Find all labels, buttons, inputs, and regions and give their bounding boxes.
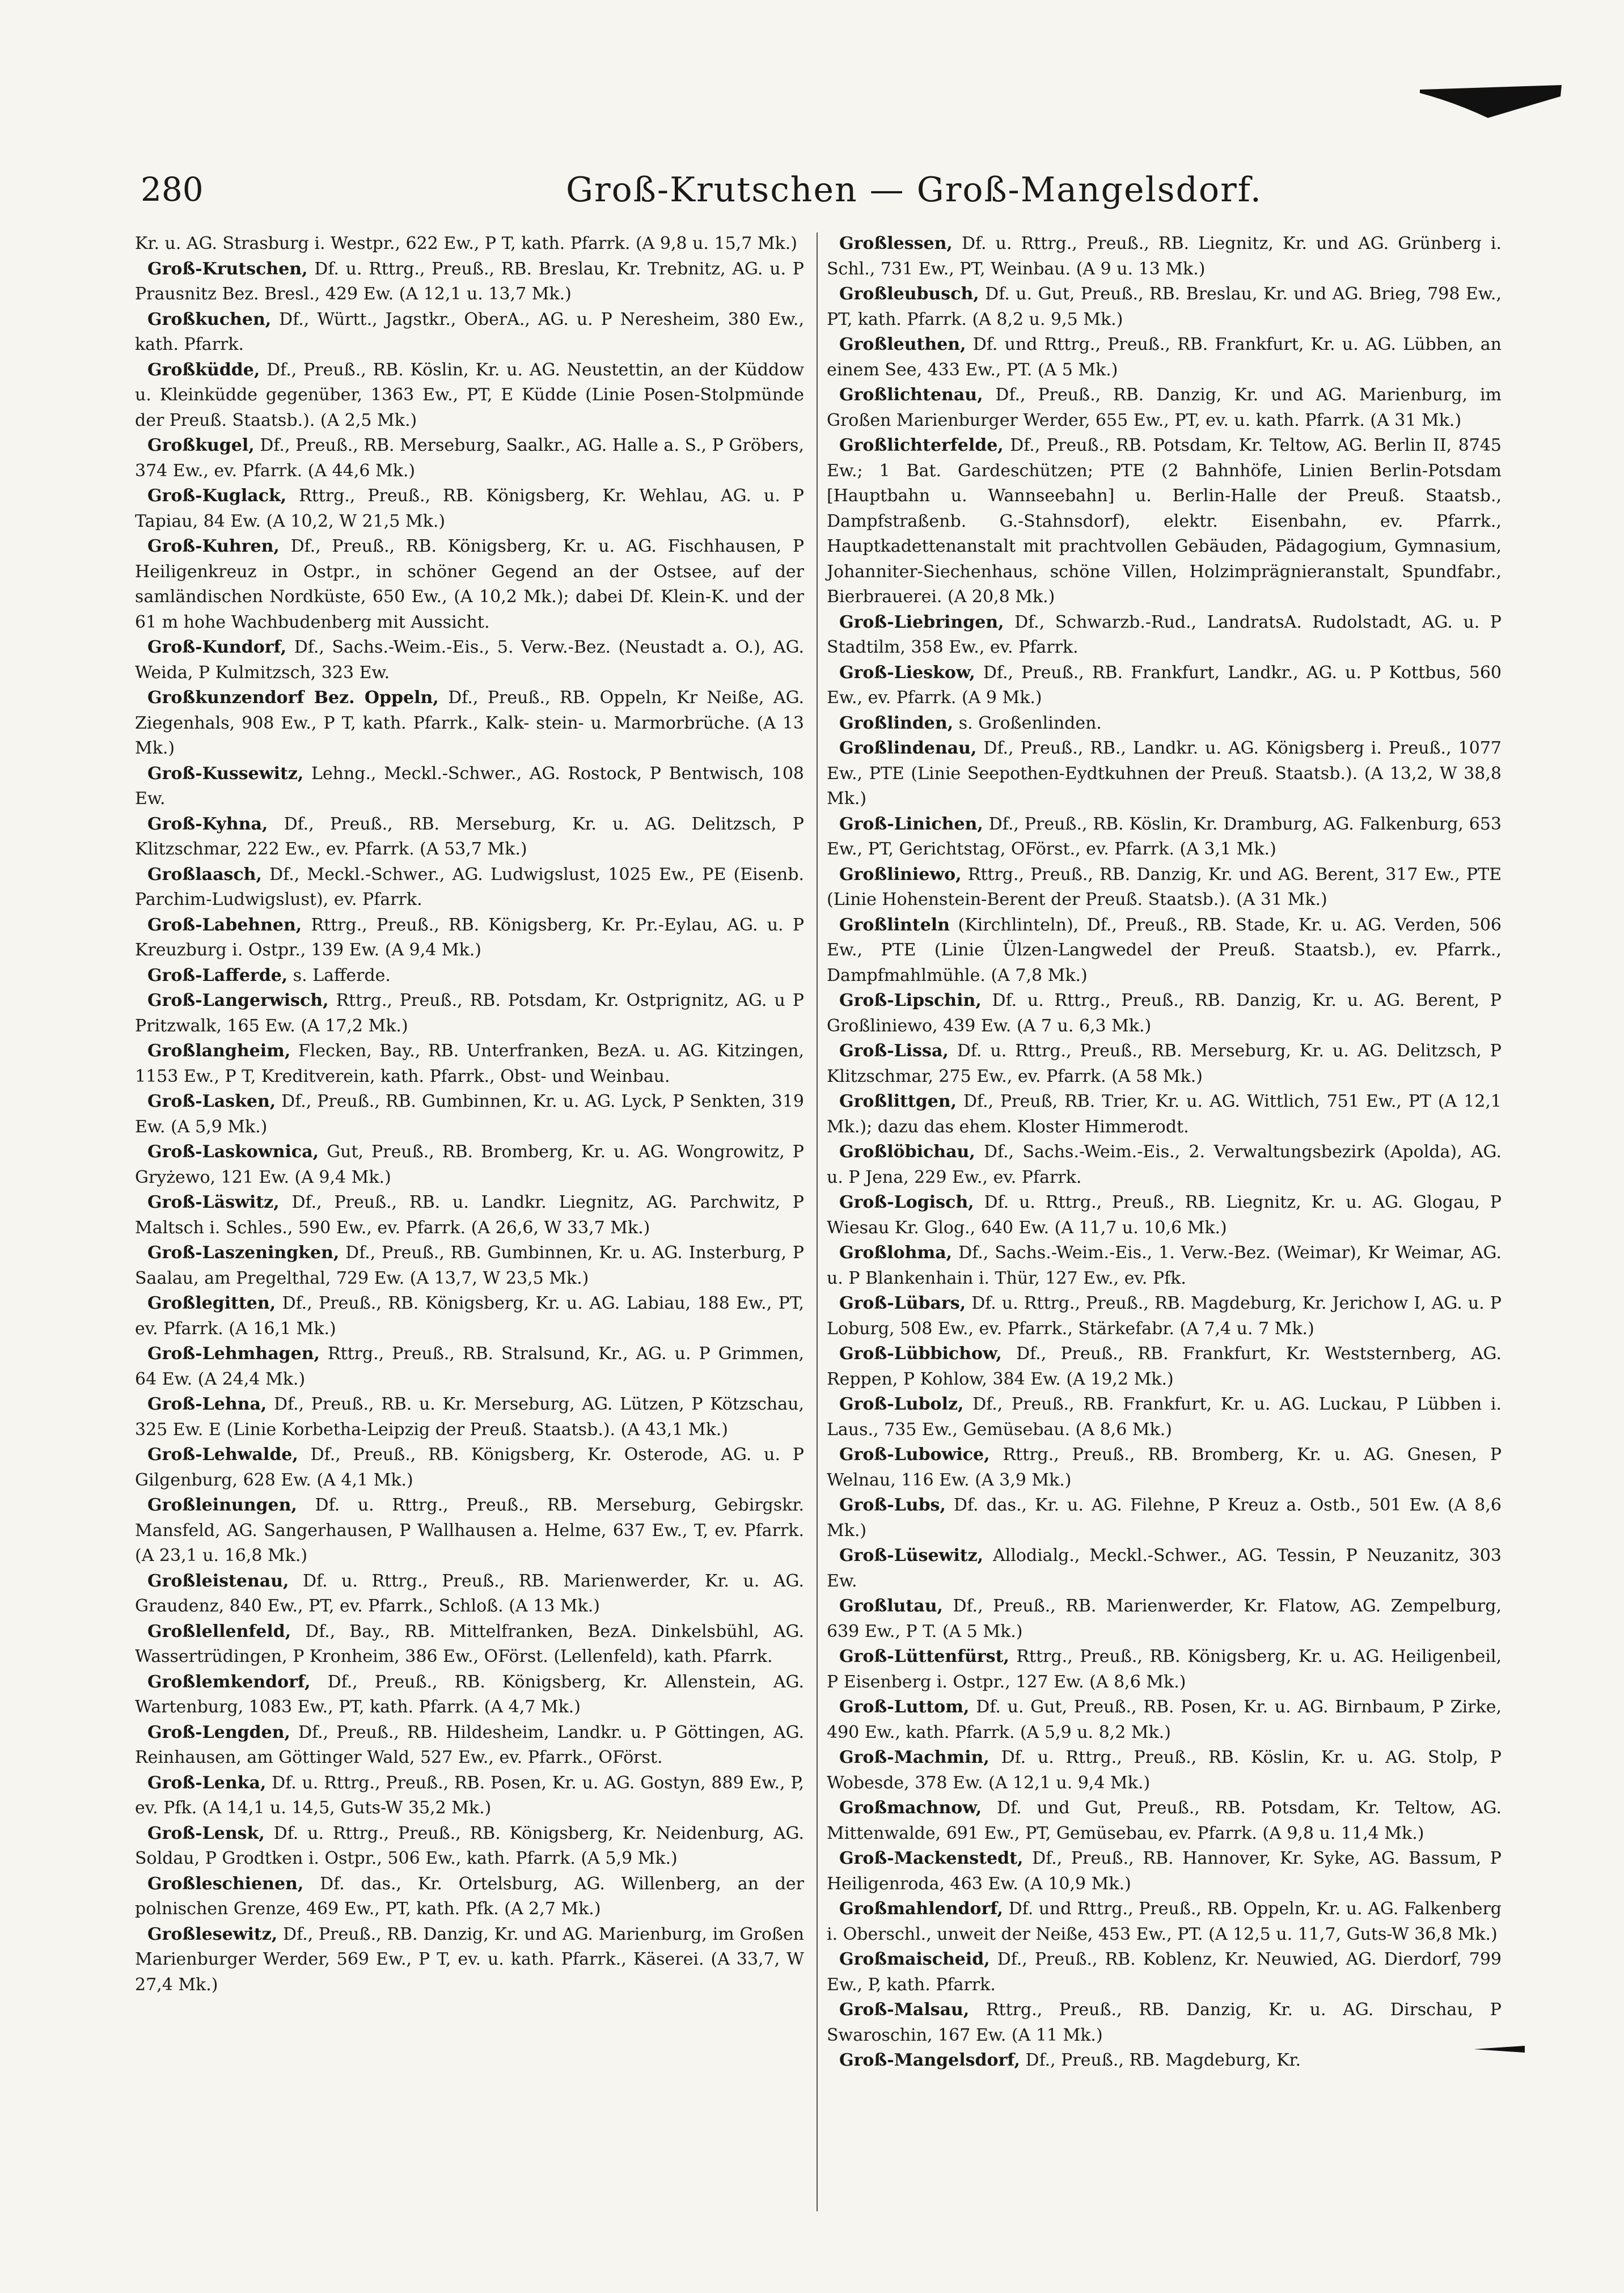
entry-text: Df., Preuß., RB. Danzig, Kr. und AG. Marienburg, im Großen Marienburger Werder, 655 Ew., PT, ev. u. kath. Pfarrk. (A 31 Mk.) [827, 385, 1502, 430]
entry-text: Rttrg., Preuß., RB. Potsdam, Kr. Ostprignitz, AG. u P Pritzwalk, 165 Ew. (A 17,2 Mk.) [135, 991, 804, 1036]
entry-text: Df., Preuß., RB. Koblenz, Kr. Neuwied, AG. Dierdorf, 799 Ew., P, kath. Pfarrk. [827, 1949, 1502, 1995]
gazetteer-entry [135, 635, 804, 686]
entry-text: Df. u. Rttrg., Preuß., RB. Königsberg, Kr. Neidenburg, AG. Soldau, P Grodtken i. Ostpr., 506 Ew., kath. Pfarrk. (A 5,9 Mk.) [135, 1823, 804, 1868]
entry-text: Df., Preuß., RB. Potsdam, Kr. Teltow, AG. Berlin II, 8745 Ew.; 1 Bat. Gardeschützen; PTE (2 Bahnhöfe, Linien Berlin-Potsdam [Hauptbahn u. Wannseebahn] u. Berlin-Halle der Preuß. Staatsb., Dampfstraßenb. G.-Stahnsdorf), elektr. Eisenbahn, ev. Pfarrk., Hauptkadettenanstalt mit prachtvollen Gebäuden, Pädagogium, Gymnasium, Johanniter-Siechenhaus, schöne Villen, Holzimprägnieranstalt, Spundfabr., Bierbrauerei. (A 20,8 Mk.) [827, 435, 1502, 607]
entry-text: Df., Schwarzb.-Rud., LandratsA. Rudolstadt, AG. u. P Stadtilm, 358 Ew., ev. Pfarrk. [827, 612, 1502, 657]
gazetteer-entry [135, 1619, 804, 1670]
entry-text: Kr. u. AG. Strasburg i. Westpr., 622 Ew., P T, kath. Pfarrk. (A 9,8 u. 15,7 Mk.) [135, 234, 797, 253]
gazetteer-entry [827, 1140, 1502, 1190]
entry-headword: Großlichtenau, [839, 385, 983, 405]
entry-headword: Groß-Logisch, [839, 1192, 974, 1212]
entry-text: Df. das., Kr. u. AG. Filehne, P Kreuz a. Ostb., 501 Ew. (A 8,6 Mk.) [827, 1495, 1502, 1541]
gazetteer-entry [135, 1771, 804, 1821]
entry-text: Df. u. Rttrg., Preuß., RB. Liegnitz, Kr. und AG. Grünberg i. Schl., 731 Ew., PT, Weinbau. (A 9 u. 13 Mk.) [827, 234, 1502, 279]
entry-text: Df. u. Rttrg., Preuß., RB. Danzig, Kr. u. AG. Berent, P Großliniewo, 439 Ew. (A 7 u. 6,3 Mk.) [827, 991, 1502, 1036]
gazetteer-entry [827, 1594, 1502, 1644]
gazetteer-entry [135, 812, 804, 862]
entry-headword: Groß-Malsau, [839, 2000, 970, 2020]
gazetteer-entry [827, 1644, 1502, 1695]
entry-headword: Großlellenfeld, [147, 1621, 291, 1642]
entry-text: Df. u. Rttrg., Preuß., RB. Magdeburg, Kr. Jerichow I, AG. u. P Loburg, 508 Ew., ev. Pfarrk., Stärkefabr. (A 7,4 u. 7 Mk.) [827, 1293, 1502, 1339]
gazetteer-entry [827, 1897, 1502, 1947]
entry-text: Df. und Rttrg., Preuß., RB. Oppeln, Kr. u. AG. Falkenberg i. Oberschl., unweit der Neiße, 453 Ew., PT. (A 12,5 u. 11,7, Guts-W 36,8 Mk.) [827, 1899, 1502, 1944]
entry-text: Rttrg., Preuß., RB. Königsberg, Kr. u. AG. Heiligenbeil, P Eisenberg i. Ostpr., 127 Ew. (A 8,6 Mk.) [827, 1647, 1502, 1692]
entry-text: Df., Preuß., RB. Königsberg, Kr. u. AG. Labiau, 188 Ew., PT, ev. Pfarrk. (A 16,1 Mk.) [135, 1293, 804, 1339]
gazetteer-entry [827, 988, 1502, 1039]
entry-headword: Großlangheim, [147, 1041, 291, 1061]
entry-headword: Großlinteln [839, 915, 950, 935]
entry-headword: Groß-Krutschen, [147, 259, 308, 279]
entry-headword: Groß-Machmin, [839, 1748, 989, 1767]
gazetteer-entry [827, 812, 1502, 862]
gazetteer-entry [135, 988, 804, 1039]
gazetteer-entry [827, 1039, 1502, 1089]
gazetteer-entry [827, 711, 1502, 737]
entry-text: Df., Preuß., RB. Königsberg, Kr. Allenstein, AG. Wartenburg, 1083 Ew., PT, kath. Pfarrk. (A 4,7 Mk.) [135, 1672, 804, 1717]
entry-text: Df., Preuß., RB. Gumbinnen, Kr. u. AG. Insterburg, P Saalau, am Pregelthal, 729 Ew. (A 13,7, W 23,5 Mk.) [135, 1243, 804, 1288]
entry-headword: Großkugel, [147, 435, 255, 455]
left-column [135, 231, 804, 1998]
gazetteer-entry [135, 257, 804, 307]
entry-text: Rttrg., Preuß., RB. Stralsund, Kr., AG. u. P Grimmen, 64 Ew. (A 24,4 Mk.) [135, 1344, 804, 1389]
entry-text: Df., Bay., RB. Mittelfranken, BezA. Dinkelsbühl, AG. Wassertrüdingen, P Kronheim, 386 Ew., OFörst. (Lellenfeld), kath. Pfarrk. [135, 1621, 804, 1666]
entry-headword: Groß-Kuglack, [147, 486, 287, 506]
gazetteer-entry [827, 1695, 1502, 1745]
entry-headword: Groß-Mangelsdorf, [839, 2050, 1020, 2070]
gazetteer-entry [827, 383, 1502, 433]
entry-headword: Groß-Lüsewitz, [839, 1546, 984, 1566]
entry-text: Df. und Gut, Preuß., RB. Potsdam, Kr. Teltow, AG. Mittenwalde, 691 Ew., PT, Gemüsebau, ev. Pfarrk. (A 9,8 u. 11,4 Mk.) [827, 1798, 1502, 1843]
gazetteer-entry [135, 1089, 804, 1140]
entry-headword: Groß-Lübbichow, [839, 1344, 1002, 1364]
entry-headword: Großlindenau, [839, 738, 977, 758]
entry-text: Df., Preuß., RB. u. Kr. Merseburg, AG. Lützen, P Kötzschau, 325 Ew. E (Linie Korbetha-Leipzig der Preuß. Staatsb.). (A 43,1 Mk.) [135, 1394, 804, 1440]
gazetteer-entry [135, 1392, 804, 1442]
gazetteer-entry [827, 1342, 1502, 1392]
gazetteer-entry [827, 1493, 1502, 1543]
gazetteer-entry [135, 1922, 804, 1998]
entry-text: Df., Preuß., RB. Frankfurt, Landkr., AG. u. P Kottbus, 560 Ew., ev. Pfarrk. (A 9 Mk.) [827, 662, 1502, 708]
entry-headword: Großkuchen, [147, 309, 272, 329]
gazetteer-entry [827, 1291, 1502, 1342]
entry-headword: Groß-Labehnen, [147, 915, 302, 935]
entry-headword: Großmahlendorf, [839, 1899, 1003, 1919]
entry-headword: Groß-Liebringen, [839, 612, 1004, 632]
entry-headword: Groß-Lafferde, [147, 965, 288, 985]
right-column [827, 231, 1502, 2074]
gazetteer-entry [827, 1947, 1502, 1998]
entry-text: Df., Preuß., RB. Merseburg, Kr. u. AG. Delitzsch, P Klitzschmar, 222 Ew., ev. Pfarrk. (A 53,7 Mk.) [135, 814, 804, 859]
gazetteer-entry [827, 2048, 1502, 2074]
gazetteer-entry [827, 913, 1502, 989]
entry-text: Df., Preuß., RB. Köslin, Kr. Dramburg, AG. Falkenburg, 653 Ew., PT, Gerichtstag, OFörst., ev. Pfarrk. (A 3,1 Mk.) [827, 814, 1502, 859]
entry-text: Df. und Rttrg., Preuß., RB. Frankfurt, Kr. u. AG. Lübben, an einem See, 433 Ew., PT. (A 5 Mk.) [827, 335, 1502, 380]
entry-headword: Großlemkendorf, [147, 1672, 311, 1692]
entry-headword: Großliniewo, [839, 864, 962, 885]
gazetteer-entry [135, 1821, 804, 1872]
entry-text: Df., Preuß., RB. Marienwerder, Kr. Flatow, AG. Zempelburg, 639 Ew., P T. (A 5 Mk.) [827, 1596, 1502, 1642]
entry-headword: Großleschienen, [147, 1873, 304, 1894]
entry-headword: Groß-Kundorf, [147, 637, 287, 657]
entry-text: Df., Sachs.-Weim.-Eis., 5. Verw.-Bez. (Neustadt a. O.), AG. Weida, P Kulmitzsch, 323 Ew. [135, 637, 804, 683]
gazetteer-entry [827, 231, 1502, 282]
gazetteer-entry [135, 534, 804, 635]
gazetteer-entry [135, 358, 804, 434]
entry-text: Df., Preuß., RB. u. Landkr. Liegnitz, AG. Parchwitz, P Maltsch i. Schles., 590 Ew., ev. Pfarrk. (A 26,6, W 33,7 Mk.) [135, 1192, 804, 1238]
gazetteer-entry [135, 862, 804, 913]
gazetteer-entry [135, 1442, 804, 1493]
entry-headword: Großleubusch, [839, 284, 979, 304]
entry-text: Df. u. Rttrg., Preuß., RB. Liegnitz, Kr. u. AG. Glogau, P Wiesau Kr. Glog., 640 Ew. (A 11,7 u. 10,6 Mk.) [827, 1192, 1502, 1238]
entry-headword: Groß-Lieskow, [839, 662, 975, 683]
gazetteer-entry [135, 1291, 804, 1342]
entry-text: Df. u. Rttrg., Preuß., RB. Merseburg, Gebirgskr. Mansfeld, AG. Sangerhausen, P Wallhausen a. Helme, 637 Ew., T, ev. Pfarrk. (A 23,1 u. 16,8 Mk.) [135, 1495, 804, 1566]
entry-headword: Großlittgen, [839, 1091, 957, 1111]
entry-text: Df., Sachs.-Weim.-Eis., 1. Verw.-Bez. (Weimar), Kr Weimar, AG. u. P Blankenhain i. Thür, 127 Ew., ev. Pfk. [827, 1243, 1502, 1288]
gazetteer-entry [827, 1745, 1502, 1796]
entry-headword: Groß-Lehna, [147, 1394, 267, 1414]
entry-headword: Großlutau, [839, 1596, 943, 1616]
entry-text: Df. u. Rttrg., Preuß., RB. Marienwerder, Kr. u. AG. Graudenz, 840 Ew., PT, ev. Pfarrk., Schloß. (A 13 Mk.) [135, 1571, 804, 1616]
entry-text: Df., Preuß., RB. Frankfurt, Kr. u. AG. Luckau, P Lübben i. Laus., 735 Ew., Gemüsebau. (A 8,6 Mk.) [827, 1394, 1502, 1440]
entry-headword: Großleinungen, [147, 1495, 297, 1515]
entry-text: Flecken, Bay., RB. Unterfranken, BezA. u. AG. Kitzingen, 1153 Ew., P T, Kreditverein, kath. Pfarrk., Obst- und Weinbau. [135, 1041, 804, 1086]
gazetteer-entry [135, 1342, 804, 1392]
entry-text: Df. u. Gut, Preuß., RB. Posen, Kr. u. AG. Birnbaum, P Zirke, 490 Ew., kath. Pfarrk. (A 5,9 u. 8,2 Mk.) [827, 1697, 1502, 1742]
entry-headword: Großlegitten, [147, 1293, 276, 1313]
entry-text: Lehng., Meckl.-Schwer., AG. Rostock, P Bentwisch, 108 Ew. [135, 763, 804, 809]
gazetteer-entry [135, 686, 804, 761]
gazetteer-entry [827, 1998, 1502, 2048]
entry-headword: Groß-Linichen, [839, 814, 983, 834]
entry-headword: Groß-Lengden, [147, 1722, 290, 1742]
entry-text: Df., Preuß., RB. Königsberg, Kr. Osterode, AG. u. P Gilgenburg, 628 Ew. (A 4,1 Mk.) [135, 1445, 804, 1490]
gazetteer-entry [827, 661, 1502, 711]
gazetteer-entry [827, 862, 1502, 913]
entry-headword: Groß-Lipschin, [839, 991, 982, 1010]
entry-text: Df., Preuß., RB. Königsberg, Kr. u. AG. Fischhausen, P Heiligenkreuz in Ostpr., in schöner Gegend an der Ostsee, auf der samländischen Nordküste, 650 Ew., (A 10,2 Mk.); dabei Df. Klein-K. und der 61 m hohe Wachbudenberg mit Aussicht. [135, 536, 804, 632]
entry-headword: Großküdde, [147, 359, 260, 380]
entry-text: Df. u. Rttrg., Preuß., RB. Breslau, Kr. Trebnitz, AG. u. P Prausnitz Bez. Bresl., 429 Ew. (A 12,1 u. 13,7 Mk.) [135, 259, 804, 304]
bottom-print-mark [1474, 2044, 1525, 2055]
gazetteer-entry [827, 1241, 1502, 1291]
entry-text: Df., Preuß., RB. Gumbinnen, Kr. u. AG. Lyck, P Senkten, 319 Ew. (A 5,9 Mk.) [135, 1091, 804, 1137]
entry-text: Df., Preuß., RB. Hannover, Kr. Syke, AG. Bassum, P Heiligenroda, 463 Ew. (A 10,9 Mk.) [827, 1848, 1502, 1894]
entry-text: s. Lafferde. [287, 965, 391, 985]
gazetteer-entry [135, 1241, 804, 1291]
gazetteer-entry [827, 610, 1502, 661]
gazetteer-entry [827, 1392, 1502, 1442]
entry-headword: Groß-Lehwalde, [147, 1445, 298, 1465]
gazetteer-entry [135, 1670, 804, 1720]
entry-headword: Groß-Lubowice, [839, 1445, 990, 1465]
entry-text: Df. u. Rttrg., Preuß., RB. Merseburg, Kr. u. AG. Delitzsch, P Klitzschmar, 275 Ew., ev. Pfarrk. (A 58 Mk.) [827, 1041, 1502, 1086]
column-rule [817, 232, 818, 2211]
entry-text: Df., Württ., Jagstkr., OberA., AG. u. P Neresheim, 380 Ew., kath. Pfarrk. [135, 309, 804, 354]
gazetteer-entry [135, 1720, 804, 1771]
gazetteer-entry [135, 761, 804, 812]
gazetteer-entry [135, 231, 804, 257]
entry-text: Rttrg., Preuß., RB. Danzig, Kr. u. AG. Dirschau, P Swaroschin, 167 Ew. (A 11 Mk.) [827, 2000, 1502, 2045]
gazetteer-entry [827, 1190, 1502, 1241]
corner-print-mark [1420, 85, 1562, 120]
entry-headword: Groß-Lubolz, [839, 1394, 964, 1414]
entry-headword: Groß-Luttom, [839, 1697, 970, 1717]
entry-text: Df. u. Rttrg., Preuß., RB. Köslin, Kr. u. AG. Stolp, P Wobesde, 378 Ew. (A 12,1 u. 9,4 Mk.) [827, 1748, 1502, 1793]
gazetteer-entry [827, 433, 1502, 610]
entry-headword: Groß-Lasken, [147, 1091, 276, 1111]
entry-headword: Groß-Lubs, [839, 1495, 946, 1515]
entry-headword: Großkunzendorf Bez. Oppeln, [147, 688, 439, 708]
page-number: 280 [141, 170, 204, 209]
entry-headword: Groß-Lübars, [839, 1293, 966, 1313]
entry-text: Df., Preuß., RB. Hildesheim, Landkr. u. P Göttingen, AG. Reinhausen, am Göttinger Wald, 527 Ew., ev. Pfarrk., OFörst. [135, 1722, 804, 1767]
gazetteer-entry [135, 433, 804, 484]
gazetteer-entry [135, 307, 804, 358]
entry-headword: Groß-Lensk, [147, 1823, 265, 1843]
entry-text: Df., Preuß, RB. Trier, Kr. u. AG. Wittlich, 751 Ew., PT (A 12,1 Mk.); dazu das ehem. Kloster Himmerodt. [827, 1091, 1502, 1137]
entry-headword: Großleuthen, [839, 335, 966, 354]
entry-headword: Groß-Kussewitz, [147, 763, 304, 784]
entry-headword: Großlessen, [839, 234, 953, 253]
gazetteer-entry [135, 1493, 804, 1569]
entry-text: Df., Preuß., RB. Danzig, Kr. und AG. Marienburg, im Großen Marienburger Werder, 569 Ew., P T, ev. u. kath. Pfarrk., Käserei. (A 33,7, W 27,4 Mk.) [135, 1924, 804, 1995]
entry-text: Rttrg., Preuß., RB. Königsberg, Kr. Pr.-Eylau, AG. u. P Kreuzburg i. Ostpr., 139 Ew. (A 9,4 Mk.) [135, 915, 804, 960]
entry-headword: Großlesewitz, [147, 1924, 278, 1944]
entry-headword: Groß-Kyhna, [147, 814, 268, 834]
entry-headword: Groß-Läswitz, [147, 1192, 280, 1212]
entry-headword: Groß-Lenka, [147, 1772, 267, 1793]
entry-text: Df. das., Kr. Ortelsburg, AG. Willenberg, an der polnischen Grenze, 469 Ew., PT, kath. Pfk. (A 2,7 Mk.) [135, 1873, 804, 1919]
entry-text: Df., Meckl.-Schwer., AG. Ludwigslust, 1025 Ew., PE (Eisenb. Parchim-Ludwigslust), ev. Pfarrk. [135, 864, 804, 909]
gazetteer-entry [135, 1140, 804, 1190]
entry-headword: Großmaischeid, [839, 1949, 990, 1969]
entry-text: Df., Preuß., RB. Merseburg, Saalkr., AG. Halle a. S., P Gröbers, 374 Ew., ev. Pfarrk. (A 44,6 Mk.) [135, 435, 804, 481]
gazetteer-entry [135, 1569, 804, 1619]
entry-headword: Groß-Lüttenfürst, [839, 1647, 1009, 1666]
entry-text: Allodialg., Meckl.-Schwer., AG. Tessin, P Neuzanitz, 303 Ew. [827, 1546, 1502, 1591]
entry-text: (Kirchlinteln), Df., Preuß., RB. Stade, Kr. u. AG. Verden, 506 Ew., PTE (Linie Ülzen-Langwedel der Preuß. Staatsb.), ev. Pfarrk., Dampfmahlmühle. (A 7,8 Mk.) [827, 915, 1502, 985]
entry-text: Df., Preuß., RB. Oppeln, Kr Neiße, AG. Ziegenhals, 908 Ew., P T, kath. Pfarrk., Kalk- stein- u. Marmorbrüche. (A 13 Mk.) [135, 688, 804, 758]
entry-text: Df. u. Rttrg., Preuß., RB. Posen, Kr. u. AG. Gostyn, 889 Ew., P, ev. Pfk. (A 14,1 u. 14,5, Guts-W 35,2 Mk.) [135, 1772, 804, 1818]
entry-text: Gut, Preuß., RB. Bromberg, Kr. u. AG. Wongrowitz, P Gryżewo, 121 Ew. (A 9,4 Mk.) [135, 1142, 804, 1187]
entry-text: Df., Preuß., RB., Landkr. u. AG. Königsberg i. Preuß., 1077 Ew., PTE (Linie Seepothen-Eydtkuhnen der Preuß. Staatsb.). (A 13,2, W 38,8 Mk.) [827, 738, 1502, 809]
gazetteer-entry [827, 332, 1502, 383]
entry-headword: Groß-Laszeningken, [147, 1243, 340, 1263]
entry-headword: Großleistenau, [147, 1571, 289, 1591]
gazetteer-entry [135, 963, 804, 989]
entry-text: Df., Preuß., RB. Frankfurt, Kr. Weststernberg, AG. Reppen, P Kohlow, 384 Ew. (A 19,2 Mk.) [827, 1344, 1502, 1389]
entry-headword: Großmachnow, [839, 1798, 982, 1818]
entry-headword: Groß-Kuhren, [147, 536, 280, 556]
gazetteer-entry [135, 913, 804, 963]
gazetteer-entry [135, 1872, 804, 1922]
gazetteer-entry [827, 736, 1502, 812]
gazetteer-entry [135, 484, 804, 534]
entry-headword: Groß-Lissa, [839, 1041, 949, 1061]
entry-headword: Groß-Mackenstedt, [839, 1848, 1024, 1868]
gazetteer-entry [827, 1089, 1502, 1140]
entry-text: Df., Sachs.-Weim.-Eis., 2. Verwaltungsbezirk (Apolda), AG. u. P Jena, 229 Ew., ev. Pfarrk. [827, 1142, 1502, 1187]
entry-headword: Groß-Lehmhagen, [147, 1344, 320, 1364]
gazetteer-entry [827, 1846, 1502, 1897]
entry-text: s. Großenlinden. [953, 713, 1102, 733]
entry-headword: Großlöbichau, [839, 1142, 975, 1162]
entry-headword: Großlohma, [839, 1243, 953, 1263]
entry-text: Df., Preuß., RB. Köslin, Kr. u. AG. Neustettin, an der Küddow u. Kleinküdde gegenüber, 1363 Ew., PT, E Küdde (Linie Posen-Stolpmünde der Preuß. Staatsb.). (A 2,5 Mk.) [135, 359, 804, 430]
entry-text: Rttrg., Preuß., RB. Danzig, Kr. und AG. Berent, 317 Ew., PTE (Linie Hohenstein-Berent der Preuß. Staatsb.). (A 31 Mk.) [827, 864, 1502, 909]
gazetteer-entry [827, 1543, 1502, 1594]
entry-text: Rttrg., Preuß., RB. Bromberg, Kr. u. AG. Gnesen, P Welnau, 116 Ew. (A 3,9 Mk.) [827, 1445, 1502, 1490]
entry-headword: Großlaasch, [147, 864, 262, 885]
gazetteer-entry [135, 1190, 804, 1241]
gazetteer-entry [135, 1039, 804, 1089]
entry-text: Rttrg., Preuß., RB. Königsberg, Kr. Wehlau, AG. u. P Tapiau, 84 Ew. (A 10,2, W 21,5 Mk.) [135, 486, 804, 531]
gazetteer-entry [827, 282, 1502, 332]
entry-text: Df. u. Gut, Preuß., RB. Breslau, Kr. und AG. Brieg, 798 Ew., PT, kath. Pfarrk. (A 8,2 u. 9,5 Mk.) [827, 284, 1502, 329]
entry-headword: Großlinden, [839, 713, 954, 733]
running-head: Groß-Krutschen — Groß-Mangelsdorf. [566, 170, 1262, 210]
entry-headword: Groß-Langerwisch, [147, 991, 329, 1010]
entry-headword: Großlichterfelde, [839, 435, 1004, 455]
entry-text: Df., Preuß., RB. Magdeburg, Kr. [1020, 2050, 1301, 2070]
gazetteer-entry [827, 1442, 1502, 1493]
gazetteer-entry [827, 1796, 1502, 1846]
entry-headword: Groß-Laskownica, [147, 1142, 319, 1162]
